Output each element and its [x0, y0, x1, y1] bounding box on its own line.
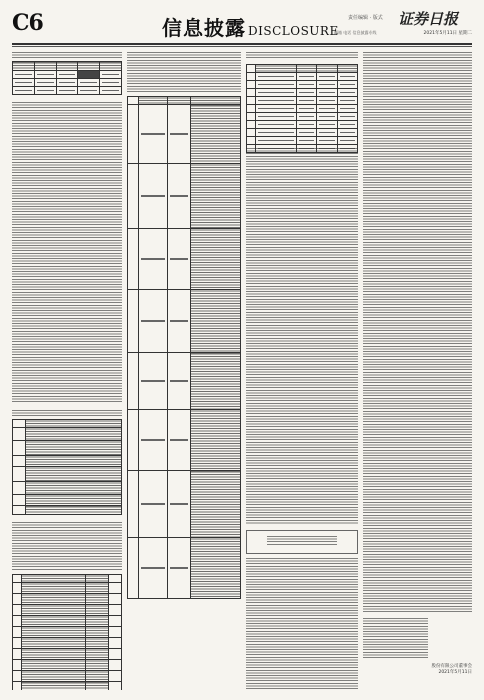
header-rule-thin — [12, 46, 472, 47]
column-1 — [12, 52, 122, 690]
text-block — [246, 148, 358, 524]
page-number: C6 — [12, 10, 43, 36]
newspaper-logo: 证券日报 — [397, 10, 458, 28]
table-mid-left — [12, 419, 122, 515]
table-top-right — [246, 64, 358, 153]
column-3 — [246, 52, 358, 690]
table-top-left — [12, 61, 122, 95]
issue-date: 2021年5月11日 星期二 — [423, 31, 472, 36]
table-large-center — [127, 96, 241, 599]
text-block — [12, 52, 122, 58]
text-block — [127, 52, 241, 92]
signature-company: 股份有限公司董事会 — [431, 664, 472, 669]
page-header — [12, 8, 472, 42]
column-2 — [127, 52, 241, 690]
section-title-cn: 信息披露 — [162, 16, 246, 40]
text-block — [363, 52, 472, 612]
text-block — [246, 52, 358, 60]
text-block — [363, 618, 472, 658]
signature-date: 2021年5月11日 — [438, 670, 472, 675]
editor-line: 责任编辑 · 版式 — [348, 15, 383, 21]
section-title — [162, 12, 339, 41]
formula-box — [246, 530, 358, 554]
signature-block — [363, 664, 472, 676]
table-bottom-left — [12, 574, 122, 690]
header-rule — [12, 43, 472, 45]
text-block — [12, 410, 122, 416]
text-block — [12, 522, 122, 570]
column-4 — [363, 52, 472, 690]
contact-line: 邮箱 电话 信息披露专线 — [334, 30, 377, 35]
text-block — [246, 558, 358, 690]
section-title-en: DISCLOSURE — [248, 24, 339, 38]
text-block — [12, 102, 122, 402]
